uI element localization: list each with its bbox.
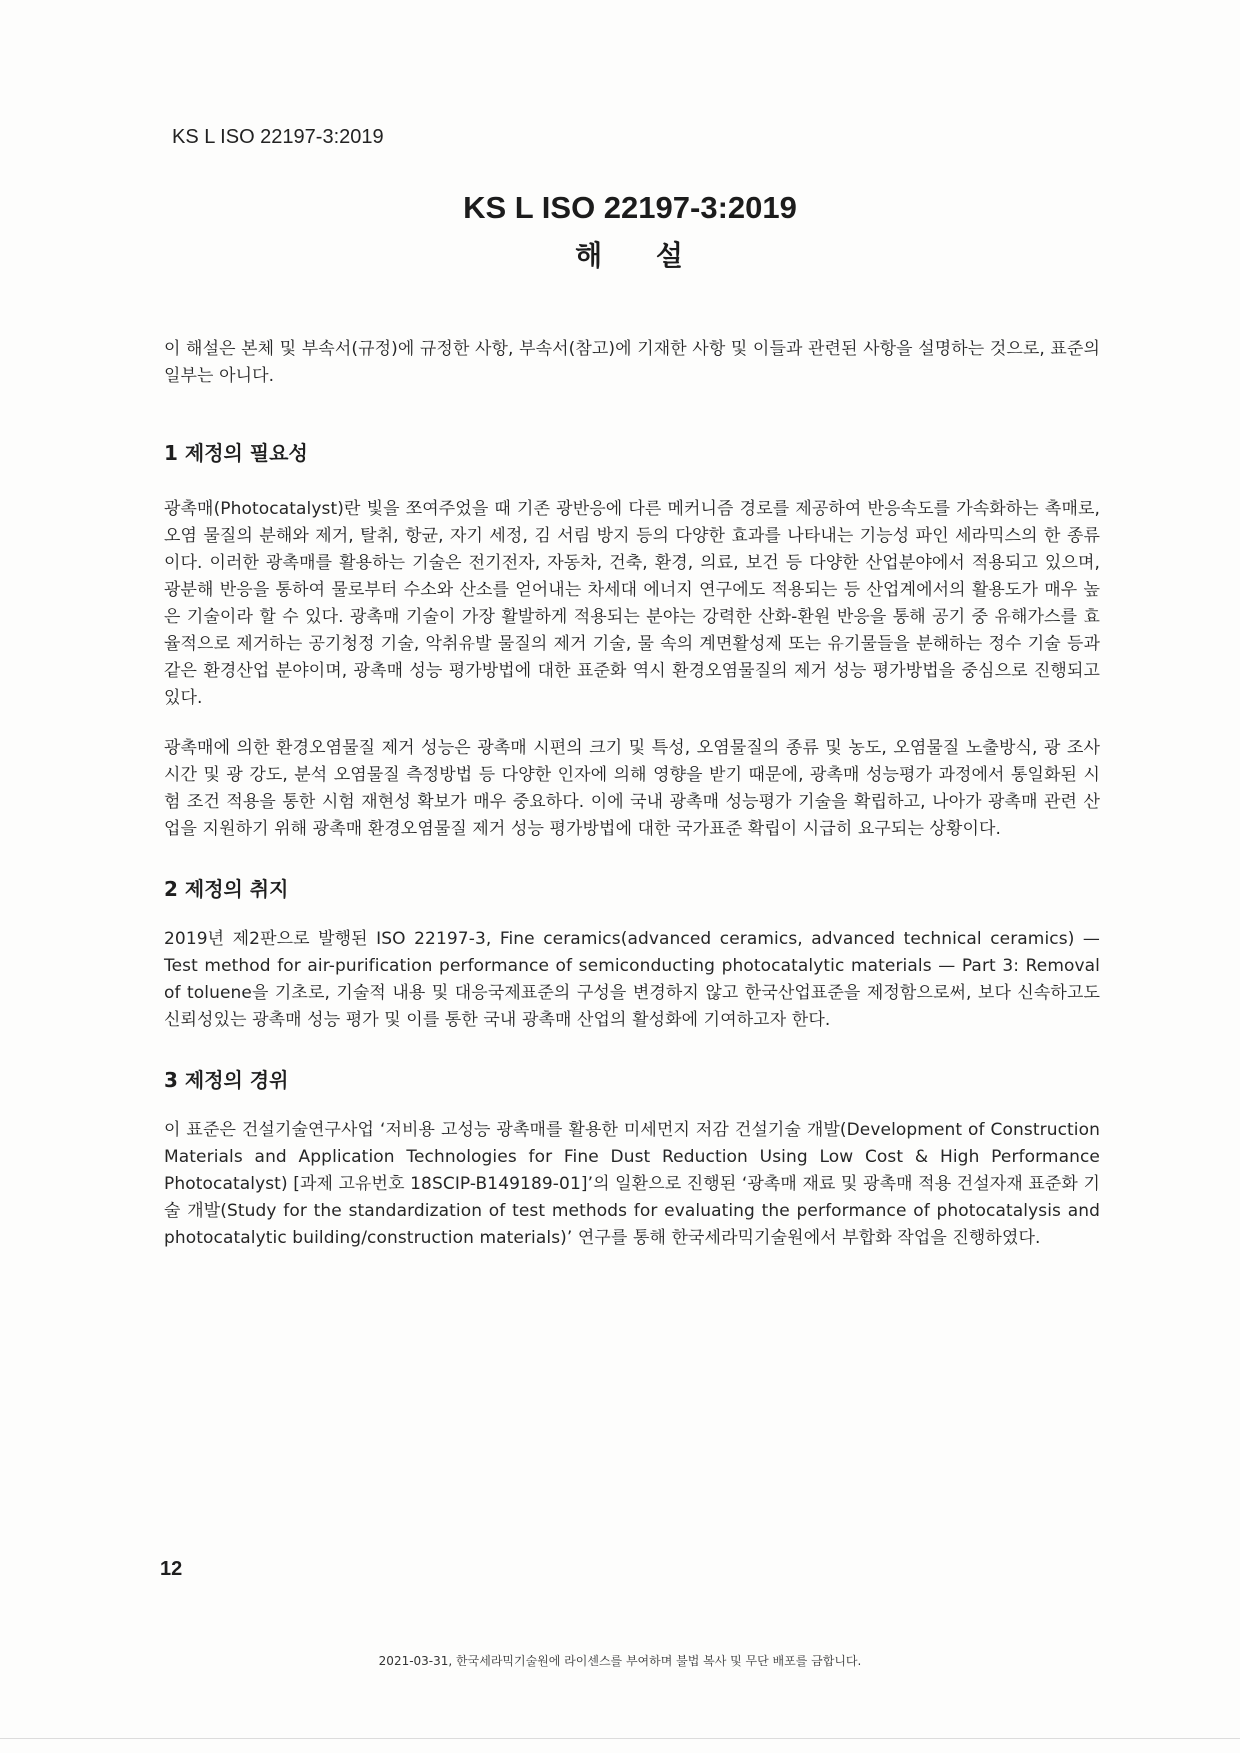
section-3-heading: 3 제정의 경위 [164, 1068, 289, 1092]
running-head: KS L ISO 22197-3:2019 [172, 126, 384, 148]
section-2-paragraph-1: 2019년 제2판으로 발행된 ISO 22197-3, Fine ceramics(advanced ceramics, advanced technical ceramics) — Test method for air-purification performance of semiconducting photocatalytic materials — Part 3: Removal of toluene을 기초로, 기술적 내용 및 대응국제표준의 구성을 변경하지 않고 한국산업표준을 제정함으로써, 보다 신속하고도 신뢰성있는 광촉매 성능 평가 및 이를 통한 국내 광촉매 산업의 활성화에 기여하고자 한다. [164, 929, 1100, 1030]
section-1-heading: 1 제정의 필요성 [164, 441, 308, 465]
section-2-heading: 2 제정의 취지 [164, 877, 289, 901]
page-number: 12 [160, 1558, 183, 1580]
document-title: KS L ISO 22197-3:2019 [463, 190, 797, 225]
document-subtitle: 해 설 [575, 239, 705, 272]
section-3-paragraph-1: 이 표준은 건설기술연구사업 ‘저비용 고성능 광촉매를 활용한 미세먼지 저감 건설기술 개발(Development of Construction Materials and Application Technologies for Fine Dust Reduction Using Low Cost & High Performance Photocatalyst) [과제 고유번호 18SCIP-B149189-01]’의 일환으로 진행된 ‘광촉매 재료 및 광촉매 적용 건설자재 표준화 기술 개발(Study for the standardization of test methods for evaluating the performance of photocatalysis and photocatalytic building/construction materials)’ 연구를 통해 한국세라믹기술원에서 부합화 작업을 진행하였다. [164, 1120, 1100, 1248]
document-body [164, 336, 1100, 1252]
title-block [0, 186, 1240, 276]
license-footer: 2021-03-31, 한국세라믹기술원에 라이센스를 부여하며 불법 복사 및 무단 배포를 금합니다. [378, 1654, 862, 1668]
section-1-paragraph-1: 광촉매(Photocatalyst)란 빛을 쪼여주었을 때 기존 광반응에 다른 메커니즘 경로를 제공하여 반응속도를 가속화하는 촉매로, 오염 물질의 분해와 제거, 탈취, 항균, 자기 세정, 김 서림 방지 등의 다양한 효과를 나타내는 기능성 파인 세라믹스의 한 종류이다. 이러한 광촉매를 활용하는 기술은 전기전자, 자동차, 건축, 환경, 의료, 보건 등 다양한 산업분야에서 적용되고 있으며, 광분해 반응을 통하여 물로부터 수소와 산소를 얻어내는 차세대 에너지 연구에도 적용되는 등 산업계에서의 활용도가 매우 높은 기술이라 할 수 있다. 광촉매 기술이 가장 활발하게 적용되는 분야는 강력한 산화-환원 반응을 통해 공기 중 유해가스를 효율적으로 제거하는 공기청정 기술, 악취유발 물질의 제거 기술, 물 속의 계면활성제 또는 유기물들을 분해하는 정수 기술 등과 같은 환경산업 분야이며, 광촉매 성능 평가방법에 대한 표준화 역시 환경오염물질의 제거 성능 평가방법을 중심으로 진행되고 있다. [164, 499, 1100, 708]
section-1-paragraph-2: 광촉매에 의한 환경오염물질 제거 성능은 광촉매 시편의 크기 및 특성, 오염물질의 종류 및 농도, 오염물질 노출방식, 광 조사 시간 및 광 강도, 분석 오염물질 측정방법 등 다양한 인자에 의해 영향을 받기 때문에, 광촉매 성능평가 과정에서 통일화된 시험 조건 적용을 통한 시험 재현성 확보가 매우 중요하다. 이에 국내 광촉매 성능평가 기술을 확립하고, 나아가 광촉매 관련 산업을 지원하기 위해 광촉매 환경오염물질 제거 성능 평가방법에 대한 국가표준 확립이 시급히 요구되는 상황이다. [164, 738, 1100, 839]
intro-paragraph: 이 해설은 본체 및 부속서(규정)에 규정한 사항, 부속서(참고)에 기재한 사항 및 이들과 관련된 사항을 설명하는 것으로, 표준의 일부는 아니다. [164, 339, 1100, 386]
scan-edge-divider [0, 1738, 1240, 1739]
